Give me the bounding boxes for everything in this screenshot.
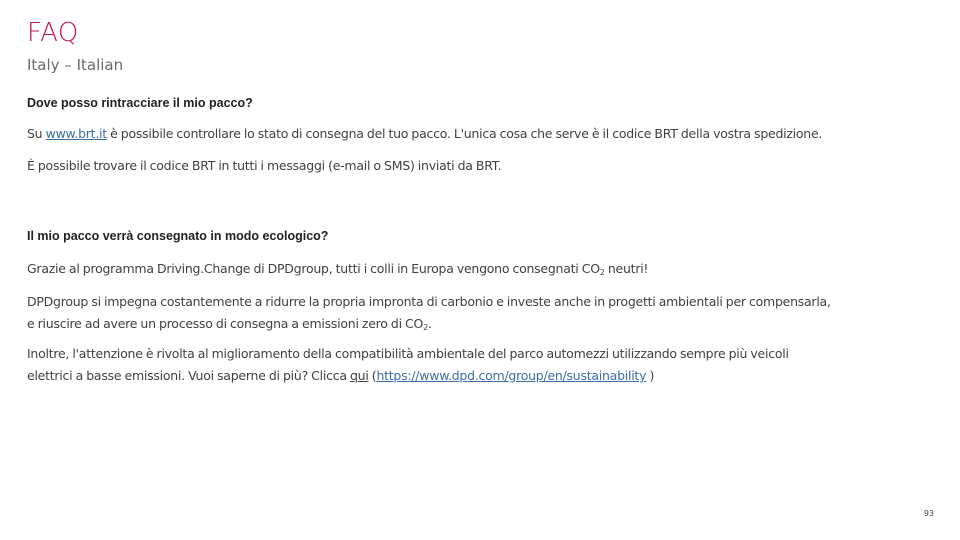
faq-answer-eco-paragraph-3 xyxy=(27,343,947,387)
brt-website-link[interactable]: www.brt.it xyxy=(45,126,107,141)
answer-text: ( xyxy=(368,368,377,383)
answer-text: Su xyxy=(27,126,46,141)
answer-text: neutri! xyxy=(604,261,649,276)
subscript: 2 xyxy=(423,323,428,332)
answer-line: e riuscire ad avere un processo di consegna a emissioni zero di CO xyxy=(27,316,424,331)
sustainability-link[interactable]: https://www.dpd.com/group/en/sustainability xyxy=(376,368,647,383)
page-subtitle: Italy – Italian xyxy=(27,56,124,74)
subscript: 2 xyxy=(599,268,605,277)
page-title: FAQ xyxy=(27,18,79,48)
answer-text: Grazie al programma Driving.Change di DPDgroup, tutti i colli in Europa vengono consegnati CO xyxy=(27,261,600,276)
answer-line: Inoltre, l'attenzione è rivolta al miglioramento della compatibilità ambientale del parco automezzi utilizzando sempre più veicoli xyxy=(27,346,789,361)
answer-text: ) xyxy=(646,368,655,383)
answer-text: . xyxy=(427,316,432,331)
qui-link[interactable]: qui xyxy=(349,368,369,383)
answer-line: DPDgroup si impegna costantemente a ridurre la propria impronta di carbonio e investe anche in progetti ambientali per compensarla, xyxy=(27,294,831,309)
answer-text: è possibile controllare lo stato di consegna del tuo pacco. L'unica cosa che serve è il codice BRT della vostra spedizione. xyxy=(106,126,823,141)
faq-answer-eco-paragraph-2 xyxy=(27,291,947,339)
faq-question-eco-delivery: Il mio pacco verrà consegnato in modo ecologico? xyxy=(27,229,329,243)
faq-question-tracking: Dove posso rintracciare il mio pacco? xyxy=(27,96,253,110)
page-number: 93 xyxy=(923,509,934,518)
faq-answer-tracking-paragraph-1 xyxy=(27,123,947,145)
faq-answer-eco-paragraph-1 xyxy=(27,258,947,284)
answer-text: elettrici a basse emissioni. Vuoi saperne di più? Clicca xyxy=(27,368,350,383)
faq-answer-tracking-paragraph-2: È possibile trovare il codice BRT in tutti i messaggi (e-mail o SMS) inviati da BRT. xyxy=(27,158,502,173)
